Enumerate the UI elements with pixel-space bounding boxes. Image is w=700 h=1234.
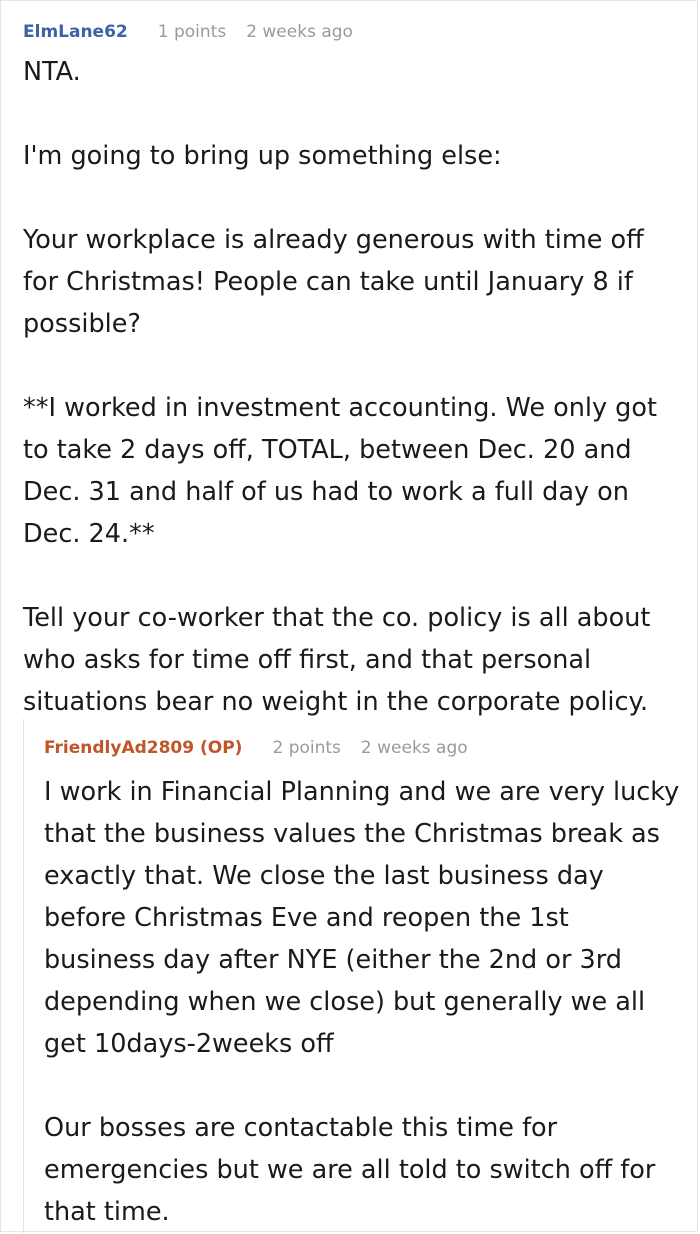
reply-meta [44, 733, 683, 763]
reply-comment [23, 719, 683, 1233]
comment-paragraph: Tell your co-worker that the co. policy is all about who asks for time off first, and that personal situations bear no weight in the corporate policy. [23, 603, 651, 717]
reply-author[interactable]: FriendlyAd2809 (OP) [44, 738, 243, 758]
comment-paragraph: Your workplace is already generous with time off for Christmas! People can take until January 8 if possible? [23, 225, 644, 339]
comment-paragraph: I'm going to bring up something else: [23, 141, 502, 171]
reply-timestamp: 2 weeks ago [360, 738, 468, 758]
reply-points: 2 points [272, 738, 341, 758]
comment [23, 17, 683, 723]
reply-paragraph: I work in Financial Planning and we are very lucky that the business values the Christmas break as exactly that. We close the last business day before Christmas Eve and reopen the 1st business day after NYE (either the 2nd or 3rd depending when we close) but generally we all get 10days-2weeks off [44, 777, 680, 1059]
comment-points: 1 points [157, 22, 227, 42]
comment-meta [23, 17, 683, 47]
comment-timestamp: 2 weeks ago [246, 22, 353, 42]
comment-body [23, 51, 683, 723]
comment-paragraph: NTA. [23, 57, 81, 87]
comment-paragraph: **I worked in investment accounting. We only got to take 2 days off, TOTAL, between Dec. 20 and Dec. 31 and half of us had to work a full day on Dec. 24.** [23, 393, 657, 549]
comment-author[interactable]: ElmLane62 [23, 22, 128, 42]
reply-paragraph: Our bosses are contactable this time for emergencies but we are all told to switch off for that time. [44, 1113, 656, 1227]
reply-body [44, 771, 683, 1233]
